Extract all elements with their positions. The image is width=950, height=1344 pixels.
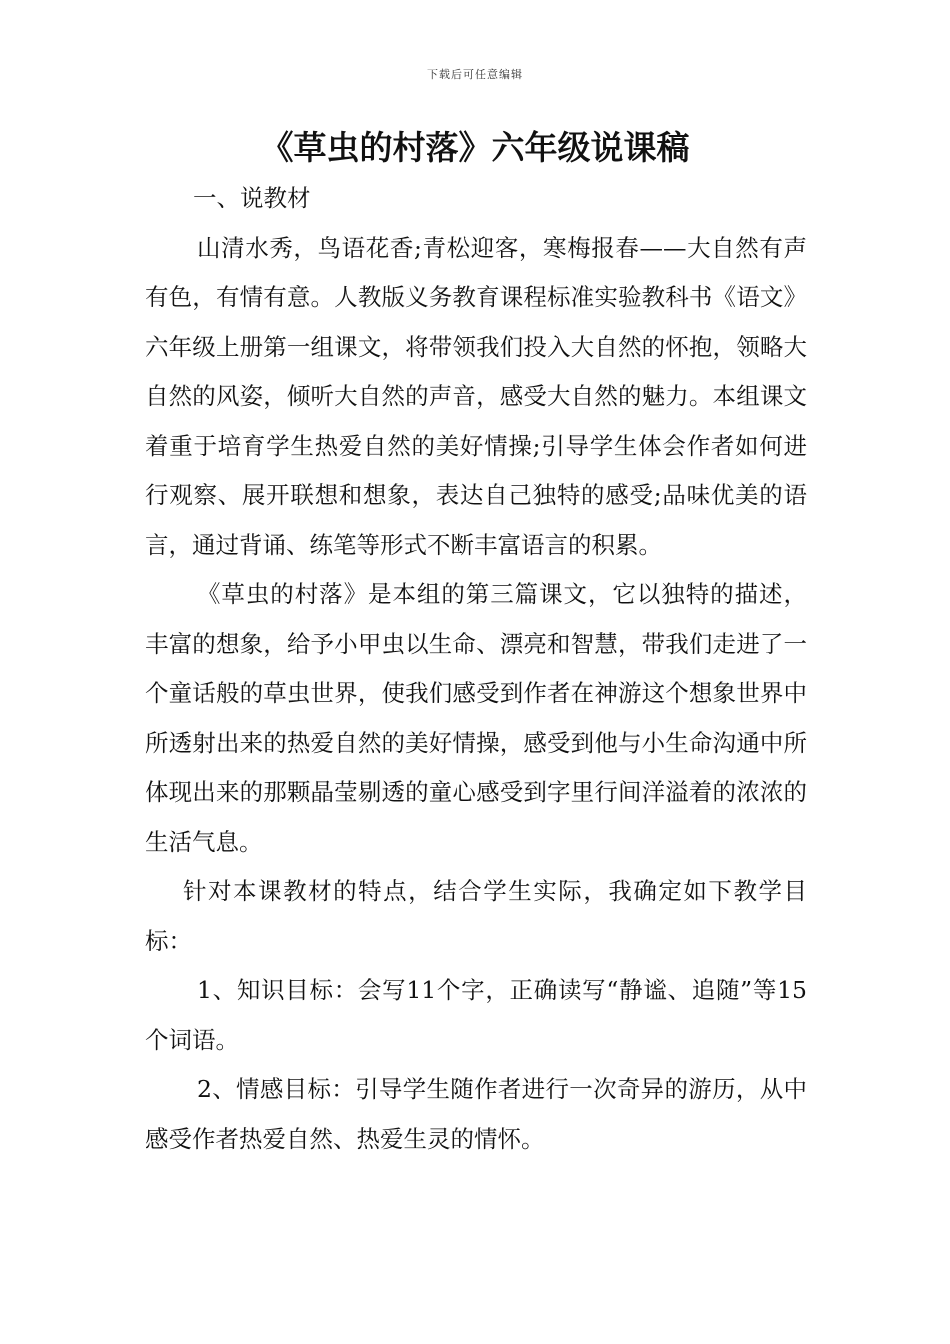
document-body	[145, 174, 807, 1164]
header-note: 下载后可任意编辑	[427, 68, 523, 81]
paragraph-intro: 山清水秀，鸟语花香;青松迎客，寒梅报春——大自然有声有色，有情有意。人教版义务教育课程标准实验教科书《语文》六年级上册第一组课文，将带领我们投入大自然的怀抱，领略大自然的风姿，倾听大自然的声音，感受大自然的魅力。本组课文着重于培育学生热爱自然的美好情操;引导学生体会作者如何进行观察、展开联想和想象，表达自己独特的感受;品味优美的语言，通过背诵、练笔等形式不断丰富语言的积累。	[145, 233, 807, 559]
document-title: 《草虫的村落》六年级说课稿	[260, 128, 690, 167]
paragraph-objectives-intro: 针对本课教材的特点，结合学生实际，我确定如下教学目标：	[145, 877, 807, 955]
section-heading: 一、说教材	[193, 184, 311, 212]
paragraph-lesson-description: 《草虫的村落》是本组的第三篇课文，它以独特的描述，丰富的想象，给予小甲虫以生命、漂亮和智慧，带我们走进了一个童话般的草虫世界，使我们感受到作者在神游这个想象世界中所透射出来的热爱自然的美好情操，感受到他与小生命沟通中所体现出来的那颗晶莹剔透的童心感受到字里行间洋溢着的浓浓的生活气息。	[145, 580, 807, 856]
paragraph-knowledge-objective: 1、知识目标：会写11个字，正确读写“静谧、追随”等15个词语。	[145, 976, 807, 1054]
paragraph-emotion-objective: 2、情感目标：引导学生随作者进行一次奇异的游历，从中感受作者热爱自然、热爱生灵的情怀。	[145, 1075, 807, 1153]
